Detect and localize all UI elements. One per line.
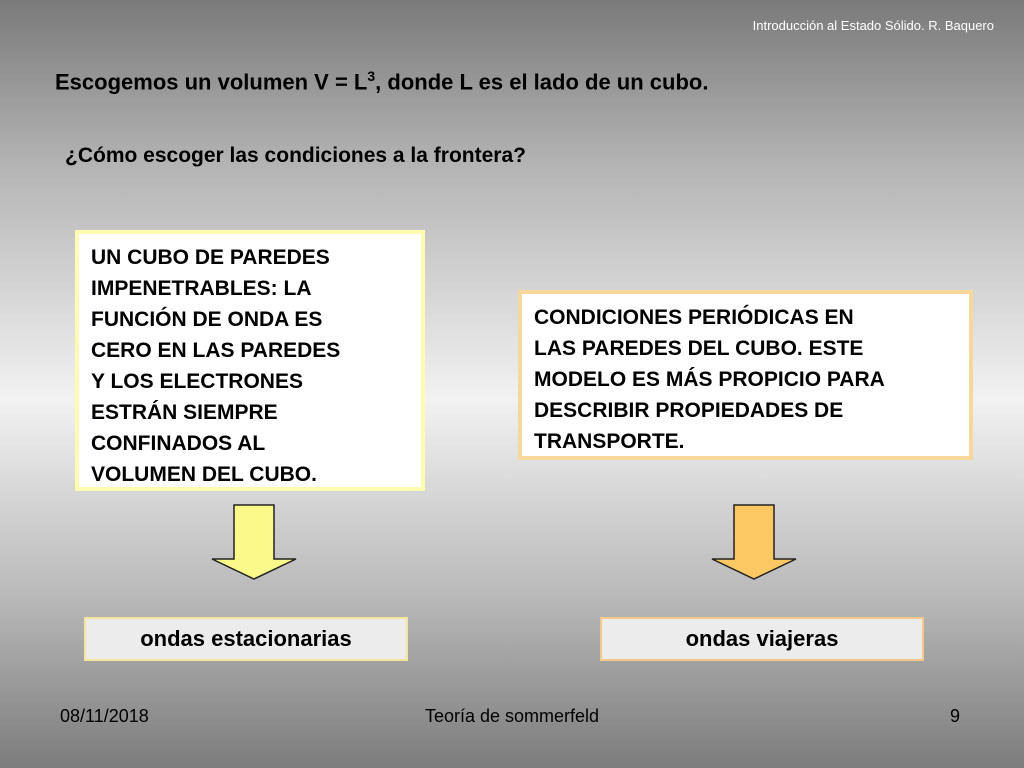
box-line: CONFINADOS AL bbox=[91, 432, 266, 455]
down-arrow-right-icon bbox=[710, 503, 798, 581]
box-line: MODELO ES MÁS PROPICIO PARA bbox=[534, 368, 885, 391]
page-number: 9 bbox=[950, 706, 961, 726]
down-arrow-left-icon bbox=[210, 503, 298, 581]
slide-title-text: Escogemos un volumen V = L bbox=[55, 69, 368, 95]
slide-title bbox=[55, 68, 708, 95]
slide-question: ¿Cómo escoger las condiciones a la frontera? bbox=[65, 144, 526, 167]
box-line: ESTRÁN SIEMPRE bbox=[91, 401, 278, 424]
header-credit: Introducción al Estado Sólido. R. Baquero bbox=[752, 18, 994, 33]
box-line: LAS PAREDES DEL CUBO. ESTE bbox=[534, 337, 864, 360]
result-standing-waves: ondas estacionarias bbox=[84, 617, 408, 661]
box-line: CERO EN LAS PAREDES bbox=[91, 339, 341, 362]
slide-title-exponent: 3 bbox=[367, 68, 376, 84]
result-traveling-waves: ondas viajeras bbox=[600, 617, 924, 661]
box-line: IMPENETRABLES: LA bbox=[91, 277, 312, 300]
impenetrable-walls-box bbox=[75, 230, 425, 491]
slide-title-rest: , donde L es el lado de un cubo. bbox=[375, 69, 709, 95]
periodic-conditions-box bbox=[518, 290, 973, 460]
box-line: DESCRIBIR PROPIEDADES DE bbox=[534, 399, 844, 422]
box-line: UN CUBO DE PAREDES bbox=[91, 246, 330, 269]
box-line: VOLUMEN DEL CUBO. bbox=[91, 463, 317, 486]
footer-title: Teoría de sommerfeld bbox=[424, 706, 600, 726]
box-line: Y LOS ELECTRONES bbox=[91, 370, 303, 393]
box-line: TRANSPORTE. bbox=[534, 430, 685, 453]
footer-date: 08/11/2018 bbox=[60, 706, 149, 726]
box-line: FUNCIÓN DE ONDA ES bbox=[91, 308, 323, 331]
box-line: CONDICIONES PERIÓDICAS EN bbox=[534, 306, 854, 329]
